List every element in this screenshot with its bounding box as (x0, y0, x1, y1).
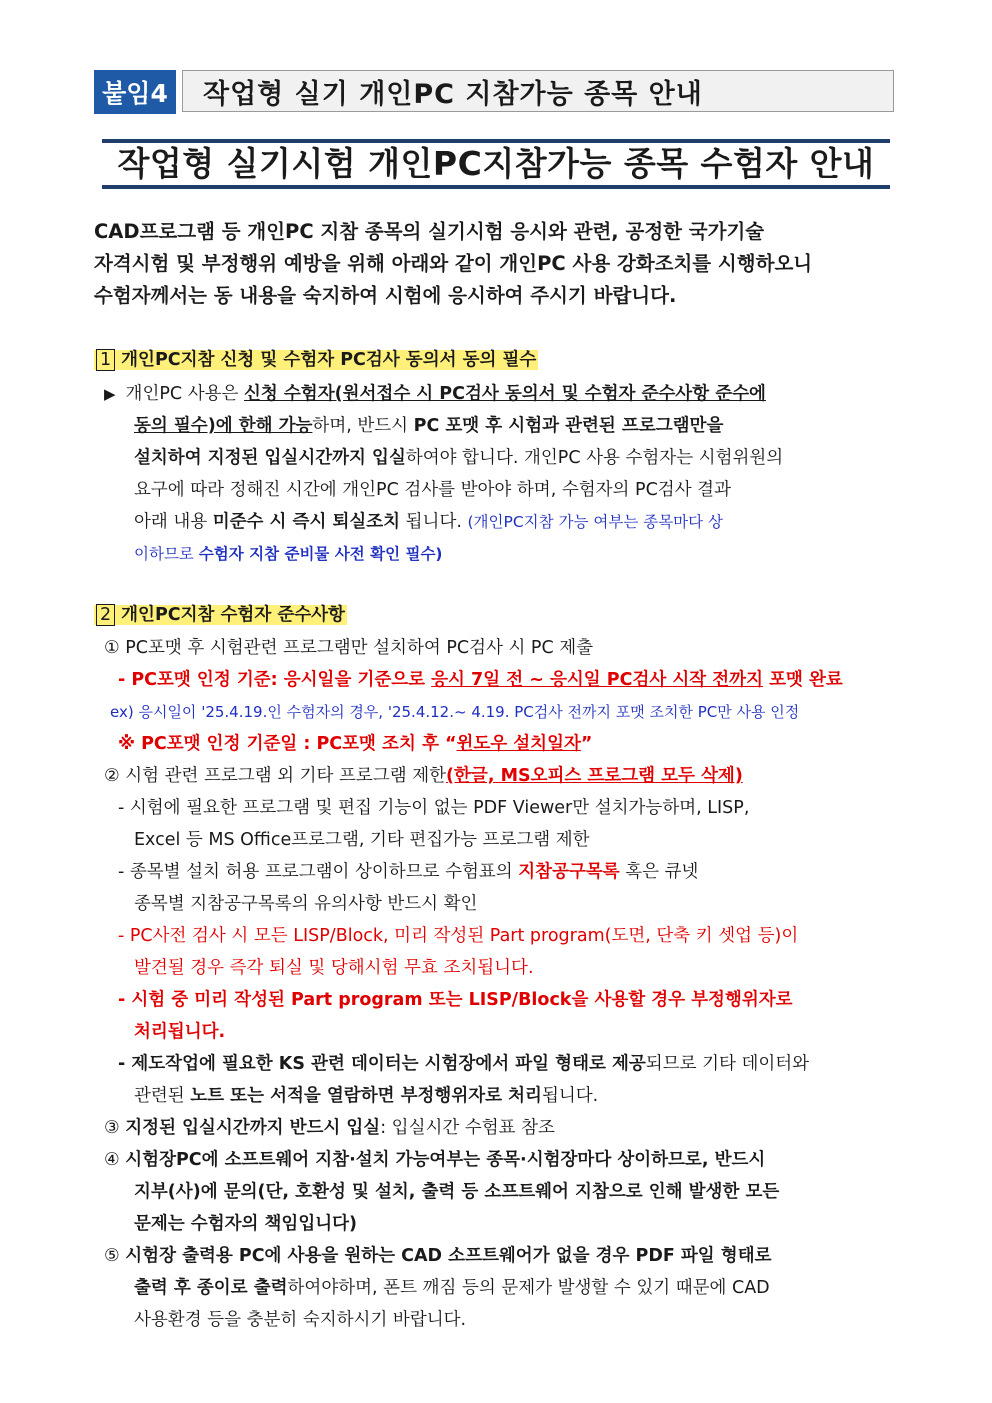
item-5 (104, 1240, 904, 1272)
section1-line: 요구에 따라 정해진 시간에 개인PC 검사를 받아야 하며, 수험자의 PC검사 결과 (134, 480, 731, 500)
item-4-cont: 문제는 수험자의 책임입니다) (134, 1214, 358, 1234)
text-underline: 윈도우 설치일자 (456, 734, 581, 754)
item-2-d-cont: 처리됩니다. (134, 1022, 226, 1042)
text-emph: 동의 필수)에 한해 가능 (134, 416, 313, 436)
text: ③ (104, 1118, 126, 1138)
text-emph: 미준수 시 즉시 퇴실조치 (212, 512, 401, 532)
item-3 (104, 1112, 904, 1144)
section2-title: 개인PC지참 수험자 준수사항 (121, 605, 345, 625)
text-note-emph: 수험자 지참 준비물 사전 확인 필수) (198, 545, 443, 563)
section1-line (104, 378, 904, 410)
text-emph: 시험장PC에 소프트웨어 지참·설치 가능여부는 종목·시험장마다 상이하므로, 반드시 (125, 1150, 766, 1170)
item-4-cont: 지부(사)에 문의(단, 호환성 및 설치, 출력 등 소프트웨어 지참으로 인해 발생한 모든 (134, 1182, 780, 1202)
item-2 (104, 760, 904, 792)
section2-body (104, 632, 904, 1336)
item-4 (104, 1144, 904, 1176)
text: ※ PC포맷 인정 기준일 : PC포맷 조치 후 “ (118, 734, 457, 754)
item-2-c: - PC사전 검사 시 모든 LISP/Block, 미리 작성된 Part program(도면, 단축 키 셋업 등)이 (118, 926, 799, 946)
text: : 입실시간 수험표 참조 (380, 1118, 555, 1138)
text-note: 이하므로 (134, 545, 199, 563)
text: - PC포맷 인정 기준: 응시일을 기준으로 (118, 670, 432, 690)
text-emph: 노트 또는 서적을 열람하면 부정행위자로 처리 (190, 1086, 542, 1106)
text: 됩니다. (400, 512, 468, 532)
intro-line: CAD프로그램 등 개인PC 지참 종목의 실기시험 응시와 관련, 공정한 국가기술 (94, 220, 765, 243)
text: 개인PC 사용은 (125, 384, 244, 404)
text-emph: 지참공구목록 (518, 862, 620, 882)
text-emph: 출력 후 종이로 출력 (134, 1278, 288, 1298)
item-2-e-cont (104, 1080, 904, 1112)
item-1-format-criteria (104, 664, 904, 696)
item-2-d: - 시험 중 미리 작성된 Part program 또는 LISP/Block을 사용할 경우 부정행위자로 (118, 990, 793, 1010)
text-emph: 시험장 출력용 PC에 사용을 원하는 CAD 소프트웨어가 없을 경우 PDF 파일 형태로 (125, 1246, 772, 1266)
section1-line (104, 442, 904, 474)
section1-title-highlight (94, 350, 538, 370)
section1-line (104, 538, 904, 570)
intro-line: 수험자께서는 동 내용을 숙지하여 시험에 응시하여 주시기 바랍니다. (94, 284, 677, 307)
item-2-b-cont: 종목별 지참공구목록의 유의사항 반드시 확인 (134, 894, 478, 914)
text: 하여야 합니다. 개인PC 사용 수험자는 시험위원의 (405, 448, 784, 468)
triangle-right-icon: ▶ (104, 385, 116, 403)
section2-heading (94, 601, 347, 626)
text-emph: 설치하여 지정된 입실시간까지 입실 (134, 448, 406, 468)
header-title: 작업형 실기 개인PC 지참가능 종목 안내 (182, 70, 894, 112)
text: 관련된 (134, 1086, 191, 1106)
text: ” (580, 734, 593, 754)
text: 되므로 기타 데이터와 (645, 1054, 810, 1074)
text: ② 시험 관련 프로그램 외 기타 프로그램 제한 (104, 766, 447, 786)
text-emph: PC 포맷 후 시험과 관련된 프로그램만을 (413, 416, 724, 436)
item-1: ① PC포맷 후 시험관련 프로그램만 설치하여 PC검사 시 PC 제출 (104, 638, 594, 658)
item-2-c-cont: 발견될 경우 즉각 퇴실 및 당해시험 무효 조치됩니다. (134, 958, 534, 978)
section2-title-highlight (94, 605, 347, 625)
item-1-example: ex) 응시일이 '25.4.19.인 수험자의 경우, '25.4.12.~ 4.19. PC검사 전까지 포맷 조치한 PC만 사용 인정 (110, 703, 800, 721)
text-emph: - 제도작업에 필요한 KS 관련 데이터는 시험장에서 파일 형태로 제공 (118, 1054, 646, 1074)
intro-paragraph (94, 216, 898, 312)
item-1-note (104, 728, 904, 760)
text: 아래 내용 (134, 512, 213, 532)
item-2-a-cont: Excel 등 MS Office프로그램, 기타 편집가능 프로그램 제한 (134, 830, 590, 850)
text-underline: 응시 7일 전 ~ 응시일 PC검사 시작 전까지 (431, 670, 763, 690)
text: 하며, 반드시 (312, 416, 414, 436)
text-note: (개인PC지참 가능 여부는 종목마다 상 (467, 513, 724, 531)
section1-line (104, 506, 904, 538)
text: 포맷 완료 (762, 670, 843, 690)
section2-number: 2 (96, 604, 115, 626)
section1-line (104, 410, 904, 442)
text: ⑤ (104, 1246, 126, 1266)
text: 혹은 큐넷 (619, 862, 699, 882)
intro-line: 자격시험 및 부정행위 예방을 위해 아래와 같이 개인PC 사용 강화조치를 시행하오니 (94, 252, 813, 275)
text: 하여야하며, 폰트 깨짐 등의 문제가 발생할 수 있기 때문에 CAD (287, 1278, 770, 1298)
item-5-cont (104, 1272, 904, 1304)
section1-number: 1 (96, 349, 115, 371)
text-emph: (한글, MS오피스 프로그램 모두 삭제) (446, 766, 743, 786)
text-emph: 신청 수험자(원서접수 시 PC검사 동의서 및 수험자 준수사항 준수에 (243, 384, 766, 404)
text-emph: 지정된 입실시간까지 반드시 입실 (125, 1118, 381, 1138)
item-5-cont: 사용환경 등을 충분히 숙지하시기 바랍니다. (134, 1310, 467, 1330)
section1-title: 개인PC지참 신청 및 수험자 PC검사 동의서 동의 필수 (121, 350, 537, 370)
title-rule-bottom (102, 185, 890, 189)
text: - 종목별 설치 허용 프로그램이 상이하므로 수험표의 (118, 862, 519, 882)
section1-heading (94, 346, 538, 371)
item-2-a: - 시험에 필요한 프로그램 및 편집 기능이 없는 PDF Viewer만 설치가능하며, LISP, (118, 798, 750, 818)
item-2-e (104, 1048, 904, 1080)
attachment-tag: 붙임4 (94, 70, 176, 114)
section1-body (104, 378, 904, 570)
page-title: 작업형 실기시험 개인PC지참가능 종목 수험자 안내 (117, 144, 875, 183)
text: 됩니다. (541, 1086, 599, 1106)
item-2-b (104, 856, 904, 888)
text: ④ (104, 1150, 126, 1170)
